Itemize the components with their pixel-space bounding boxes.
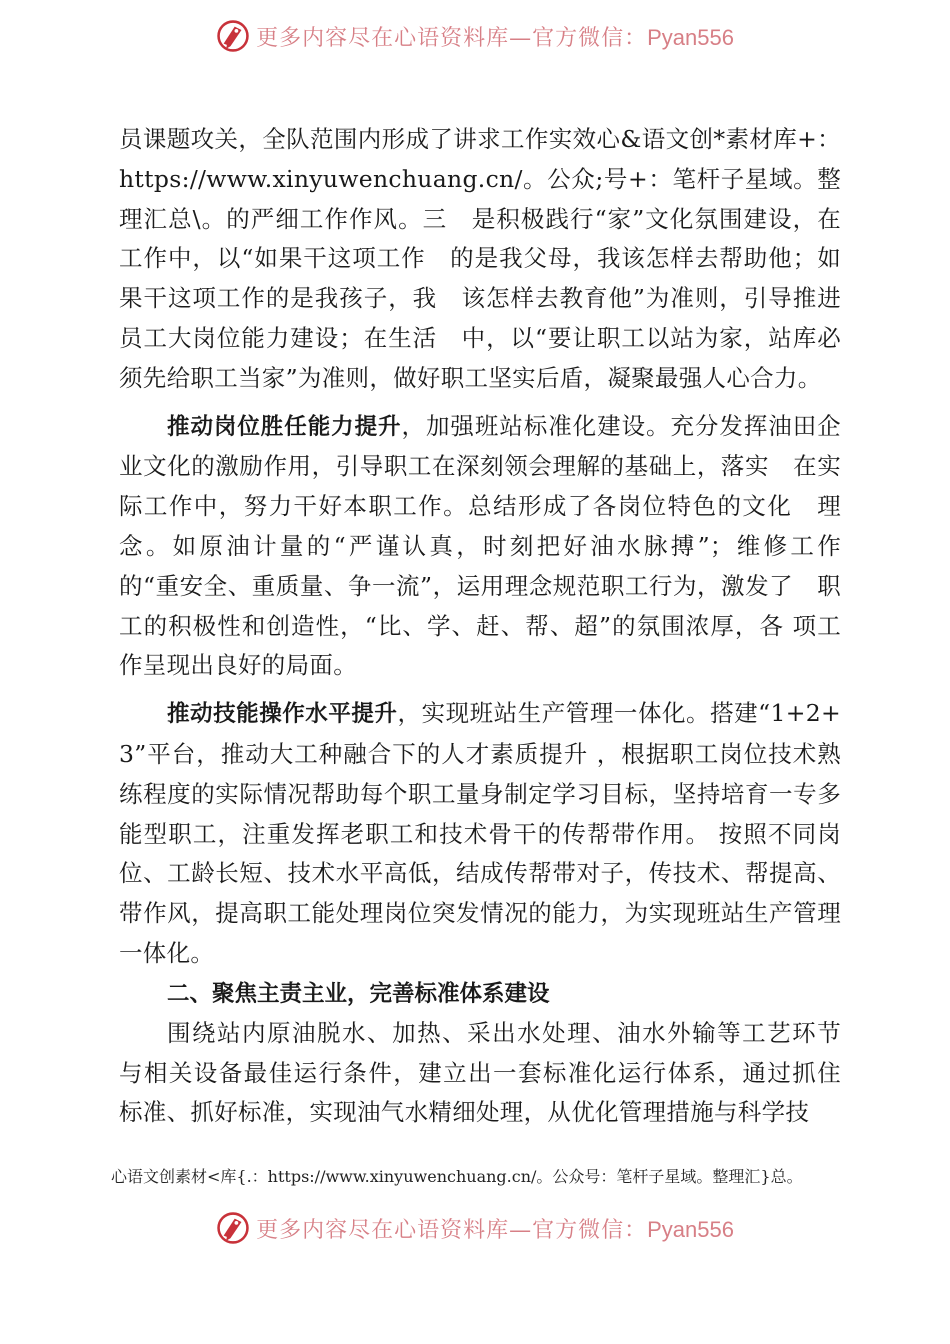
wechat-id: Pyan556 <box>647 24 734 50</box>
wechat-id: Pyan556 <box>647 1216 734 1242</box>
paragraph-gap <box>119 399 841 407</box>
paragraph-3 <box>119 694 841 974</box>
paragraph-gap <box>119 686 841 694</box>
watermark-group <box>216 19 734 53</box>
paragraph-1: 员课题攻关，全队范围内形成了讲求工作实效心&语文创*素材库+：https://www.xinyuwenchuang.cn/。公众;号+：笔杆子星域。整理汇总\。的严细工作作风。三 是积极践行“家”文化氛围建设，在工作中，以“如果干这项工作 的是我父母，我该怎样去帮助他；如果干这项工作的是我孩子，我 该怎样去教育他”为准则，引导推进员工大岗位能力建设；在生活 中，以“要让职工以站为家，站库必须先给职工当家”为准则，做好职工坚实后盾，凝聚最强人心合力。 <box>119 125 841 392</box>
paragraph-2-text: ，加强班站标准化建设。充分发挥油田企业文化的激励作用，引导职工在深刻领会理解的基础上，落实 在实际工作中，努力干好本职工作。总结形成了各岗位特色的文化 理念。如原油计量的“严谨认真，时刻把好油水脉搏”；维修工作 的“重安全、重质量、争一流”，运用理念规范职工行为，激发了 职工的积极性和创造性，“比、学、赶、帮、超”的氛围浓厚，各 项工作呈现出良好的局面。 <box>119 411 865 680</box>
paragraph-3-text: ，实现班站生产管理一体化。搭建“1+2+3”平台，推动大工种融合下的人才素质提升 ，根据职工岗位技术熟练程度的实际情况帮助每个职工量身制定学习目标，坚持培育一专多能型职工，注重发挥老职工和技术骨干的传帮带作用。 按照不同岗位、工龄长短、技术水平高低，结成传帮带对子，传技术、帮提高、带作风，提高职工能处理岗位突发情况的能力，为实现班站生产管理一体化。 <box>119 699 841 967</box>
watermark-text: 更多内容尽在心语资料库—官方微信：Pyan556 <box>256 1216 734 1243</box>
paragraph-2-lead: 推动岗位胜任能力提升 <box>167 413 402 440</box>
pen-nib-logo-icon <box>216 19 250 53</box>
footer-watermark-banner <box>0 1208 950 1248</box>
footer-note: 心语文创素材<库{.：https://www.xinyuwenchuang.cn/。公众号：笔杆子星域。整理汇}总。 <box>111 1167 803 1186</box>
watermark-group <box>216 1211 734 1245</box>
paragraph-2 <box>119 407 865 687</box>
document-body <box>119 120 865 1133</box>
section-heading-2: 二、聚焦主责主业，完善标准体系建设 <box>167 980 550 1007</box>
watermark-text: 更多内容尽在心语资料库—官方微信：Pyan556 <box>256 24 734 51</box>
pen-nib-logo-icon <box>216 1211 250 1245</box>
paragraph-4: 围绕站内原油脱水、加热、采出水处理、油水外输等工艺环节 与相关设备最佳运行条件，建立出一套标准化运行体系，通过抓住 标准、抓好标准，实现油气水精细处理，从优化管理措施与科学技 <box>119 1018 865 1127</box>
paragraph-3-lead: 推动技能操作水平提升 <box>167 701 398 728</box>
header-watermark-banner <box>0 16 950 56</box>
